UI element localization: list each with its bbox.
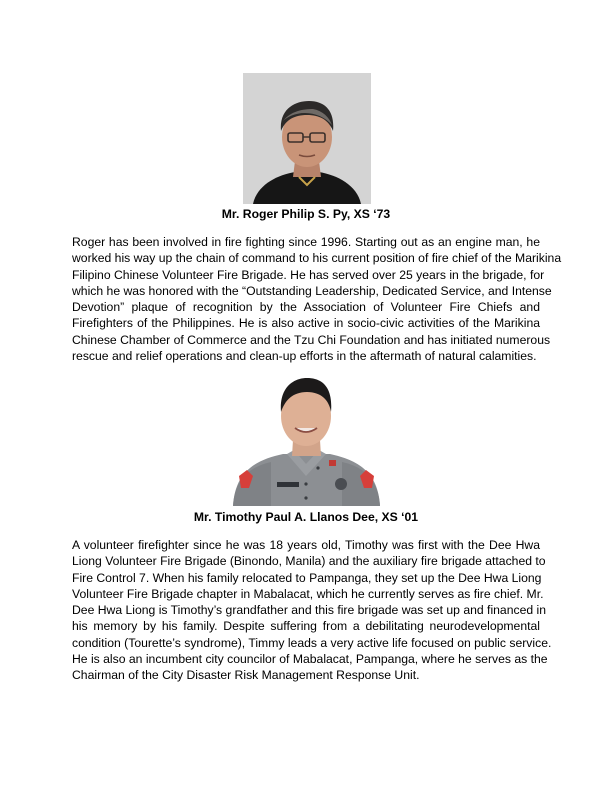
bio-line: Fire Control 7. When his family relocated to Pampanga, they set up the Dee Hwa Liong (72, 570, 542, 585)
portrait-placeholder-icon (231, 372, 382, 506)
profile-bio (72, 234, 562, 364)
bio-line: worked his way up the chain of command to his current position of fire chief of the Marikina (72, 251, 562, 266)
profile-caption: Mr. Timothy Paul A. Llanos Dee, XS ‘01 (193, 510, 419, 524)
profile-photo-timothy-dee (231, 372, 382, 506)
profile-bio (72, 537, 552, 684)
bio-line: his memory by his family. Despite suffering from a debilitating neurodevelopmental (72, 619, 540, 634)
bio-line: condition (Tourette’s syndrome), Timmy leads a very active life focused on public service. (72, 635, 552, 650)
bio-line: Chairman of the City Disaster Risk Management Response Unit. (72, 668, 420, 683)
profile-caption: Mr. Roger Philip S. Py, XS ‘73 (221, 207, 391, 221)
bio-line: Chinese Chamber of Commerce and the Tzu Chi Foundation and has initiated numerous (72, 332, 551, 347)
bio-line: Devotion” plaque of recognition by the Association of Volunteer Fire Chiefs and (72, 300, 540, 315)
bio-line: Dee Hwa Liong is Timothy’s grandfather and this fire brigade was set up and financed in (72, 603, 547, 618)
bio-line: Filipino Chinese Volunteer Fire Brigade. He has served over 25 years in the brigade, for (72, 267, 545, 282)
portrait-placeholder-icon (243, 73, 371, 204)
bio-line: Liong Volunteer Fire Brigade (Binondo, Manila) and the auxiliary fire brigade attached to (72, 554, 546, 569)
bio-line: He is also an incumbent city councilor of Mabalacat, Pampanga, where he serves as the (72, 652, 548, 667)
bio-line: rescue and relief operations and clean-up efforts in the aftermath of natural calamities. (72, 349, 537, 364)
bio-line: Firefighters of the Philippines. He is also active in socio-civic activities of the Marikina (72, 316, 540, 331)
bio-line: Volunteer Fire Brigade chapter in Mabalacat, which he currently serves as fire chief. Mr. (72, 586, 544, 601)
profile-photo-roger-py (243, 73, 371, 204)
bio-line: which he was honored with the “Outstanding Leadership, Dedicated Service, and Intense (72, 283, 552, 298)
bio-line: A volunteer firefighter since he was 18 years old, Timothy was first with the Dee Hwa (72, 538, 540, 552)
bio-line: Roger has been involved in fire fighting since 1996. Starting out as an engine man, he (72, 235, 540, 249)
